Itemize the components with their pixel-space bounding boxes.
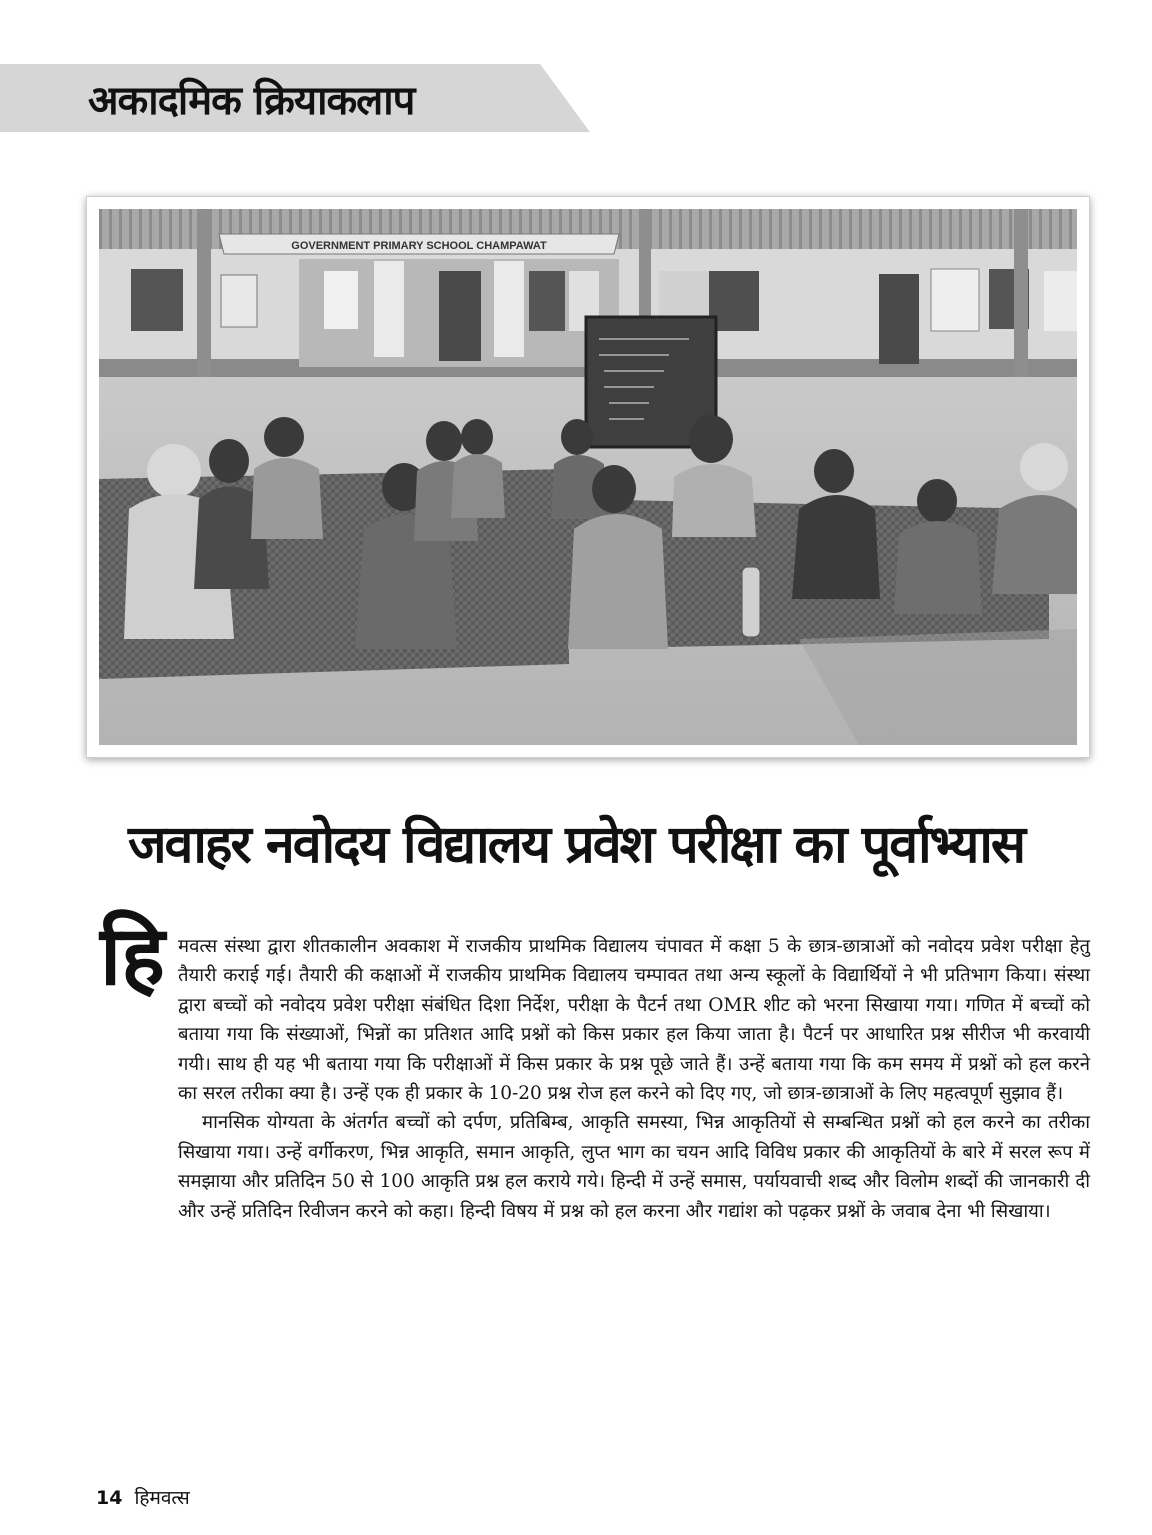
article-paragraph-2: मानसिक योग्यता के अंतर्गत बच्चों को दर्पण, प्रतिबिम्ब, आकृति समस्या, भिन्न आकृतियों से सम्बन्धित प्रश्नों को हल करने का तरीका सिखाया गया। उन्हें वर्गीकरण, भिन्न आकृति, समान आकृति, लुप्त भाग का चयन आदि विविध प्रकार की आकृतियों के बारे में सरल रूप में समझाया और प्रतिदिन 50 से 100 आकृति प्रश्न हल कराये गये। हिन्दी में उन्हें समास, पर्यायवाची शब्द और विलोम शब्दों की जानकारी दी और उन्हें प्रतिदिन रिवीजन करने को कहा। हिन्दी विषय में प्रश्न को हल करना और गद्यांश को पढ़कर प्रश्नों के जवाब देना भी सिखाया। <box>178 1112 1090 1222</box>
magazine-name: हिमवत्स <box>134 1487 190 1509</box>
article-body <box>178 932 1090 1226</box>
page-number: 14 <box>96 1487 123 1509</box>
drop-cap: हि <box>100 909 165 1004</box>
page-footer <box>96 1483 190 1513</box>
section-title: अकादमिक क्रियाकलाप <box>88 78 415 124</box>
article-paragraph-1: मवत्स संस्था द्वारा शीतकालीन अवकाश में राजकीय प्राथमिक विद्यालय चंपावत में कक्षा 5 के छात्र-छात्राओं को नवोदय प्रवेश परीक्षा हेतु तैयारी कराई गई। तैयारी की कक्षाओं में राजकीय प्राथमिक विद्यालय चम्पावत तथा अन्य स्कूलों के विद्यार्थियों ने भी प्रतिभाग किया। संस्था द्वारा बच्चों को नवोदय प्रवेश परीक्षा संबंधित दिशा निर्देश, परीक्षा के पैटर्न तथा OMR शीट को भरना सिखाया गया। गणित में बच्चों को बताया गया कि संख्याओं, भिन्नों का प्रतिशत आदि प्रश्नों को किस प्रकार हल किया जाता है। पैटर्न पर आधारित प्रश्न सीरीज भी करवायी गयी। साथ ही यह भी बताया गया कि परीक्षाओं में किस प्रकार के प्रश्न पूछे जाते हैं। उन्हें बताया गया कि कम समय में प्रश्नों को हल करने का सरल तरीका क्या है। उन्हें एक ही प्रकार के 10-20 प्रश्न रोज हल करने को दिए गए, जो छात्र-छात्राओं के लिए महत्वपूर्ण सुझाव हैं। <box>178 936 1090 1105</box>
photo-frame <box>86 196 1090 758</box>
school-photo <box>99 209 1077 745</box>
school-sign-text: GOVERNMENT PRIMARY SCHOOL CHAMPAWAT <box>291 240 547 252</box>
article-headline: जवाहर नवोदय विद्यालय प्रवेश परीक्षा का पूर्वाभ्यास <box>127 815 1025 875</box>
